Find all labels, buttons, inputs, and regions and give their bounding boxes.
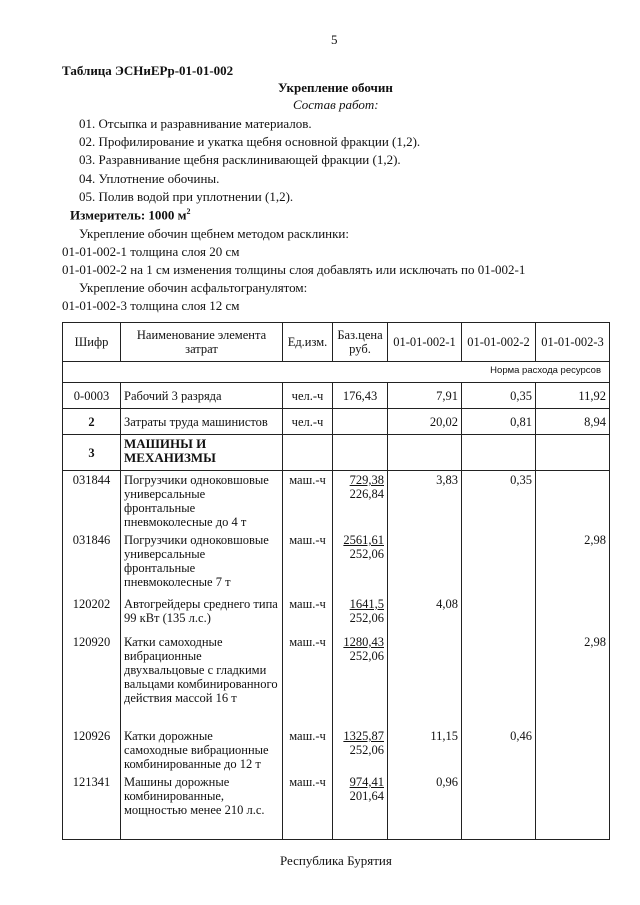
cell-price [333,471,388,532]
work-item: 01. Отсыпка и разравнивание материалов. [79,116,312,131]
cell-value: 0,35 [462,383,536,409]
cell-price [333,409,388,435]
table-header-row [63,323,610,362]
header-col-2: 01-01-002-2 [462,323,536,362]
table-title: Таблица ЭСНиЕРр-01-01-002 [62,63,234,78]
cell-unit: чел.-ч [283,409,333,435]
cell-code: 031846 [63,531,121,595]
cell-name: Катки дорожные самоходные вибрационные комбинированные до 12 т [121,727,283,773]
table-row [63,471,610,532]
cell-value: 0,46 [462,727,536,773]
empty-cell [333,435,388,471]
header-code: Шифр [63,323,121,362]
price-base: 252,06 [349,611,384,625]
price-base: 252,06 [349,547,384,561]
description-line: Укрепление обочин щебнем методом расклинки: [79,226,349,241]
cell-code: 031844 [63,471,121,532]
price-current: 1280,43 [343,635,384,649]
cell-value [536,773,610,839]
cell-code: 120920 [63,633,121,727]
footer-region: Республика Бурятия [280,853,392,868]
cell-value: 3,83 [388,471,462,532]
cell-price [333,633,388,727]
cell-price [333,595,388,633]
cell-name: Катки самоходные вибрационные двухвальцовые с гладкими вальцами комбинированного действия массой 16 т [121,633,283,727]
cell-value [462,595,536,633]
cell-value: 8,94 [536,409,610,435]
work-item: 05. Полив водой при уплотнении (1,2). [79,189,294,204]
cell-code: 120926 [63,727,121,773]
cell-unit: маш.-ч [283,727,333,773]
price-current: 974,41 [349,775,384,789]
work-item: 03. Разравнивание щебня расклинивающей фракции (1,2). [79,152,401,167]
section-heading: Укрепление обочин [278,80,393,95]
measure-label: Измеритель: 1000 м [70,207,187,223]
cell-value [462,773,536,839]
cell-value: 20,02 [388,409,462,435]
cell-value [536,595,610,633]
cell-name: Погрузчики одноковшовые универсальные фронтальные пневмоколесные 7 т [121,531,283,595]
price-current: 2561,61 [343,533,384,547]
measure-unit [70,207,191,223]
cell-code: 0-0003 [63,383,121,409]
cell-value: 2,98 [536,531,610,595]
cell-unit: маш.-ч [283,531,333,595]
cell-name: Рабочий 3 разряда [121,383,283,409]
description-line: 01-01-002-2 на 1 см изменения толщины слоя добавлять или исключать по 01-002-1 [62,262,526,277]
price-base: 226,84 [349,487,384,501]
cell-code: 2 [63,409,121,435]
empty-cell [462,435,536,471]
cell-value [536,727,610,773]
cell-name: Машины дорожные комбинированные, мощностью менее 210 л.с. [121,773,283,839]
empty-cell [536,435,610,471]
cell-unit: маш.-ч [283,471,333,532]
price-base: 252,06 [349,743,384,757]
price-current: 1325,87 [343,729,384,743]
header-unit: Ед.изм. [283,323,333,362]
cell-value: 2,98 [536,633,610,727]
description-line: 01-01-002-3 толщина слоя 12 см [62,298,240,313]
empty-cell [388,435,462,471]
cell-value: 4,08 [388,595,462,633]
cell-code: 120202 [63,595,121,633]
cell-value: 11,15 [388,727,462,773]
cell-unit: чел.-ч [283,383,333,409]
table-row [63,595,610,633]
cell-value: 0,81 [462,409,536,435]
cell-price [333,531,388,595]
cell-unit: маш.-ч [283,633,333,727]
cell-value: 11,92 [536,383,610,409]
cell-price: 176,43 [333,383,388,409]
table-row [63,633,610,727]
table-row [63,531,610,595]
header-name: Наименование элемента затрат [121,323,283,362]
header-col-1: 01-01-002-1 [388,323,462,362]
cell-value [388,531,462,595]
price-base: 252,06 [349,649,384,663]
section-row [63,435,610,471]
cell-unit: маш.-ч [283,773,333,839]
norm-caption: Норма расхода ресурсов [63,362,610,383]
cell-value [388,633,462,727]
cell-value: 0,96 [388,773,462,839]
table-row [63,383,610,409]
section-title: МАШИНЫ И МЕХАНИЗМЫ [121,435,283,471]
work-item: 02. Профилирование и укатка щебня основной фракции (1,2). [79,134,421,149]
cell-value [462,531,536,595]
work-item: 04. Уплотнение обочины. [79,171,220,186]
price-base: 201,64 [349,789,384,803]
table-row [63,727,610,773]
description-line: Укрепление обочин асфальтогранулятом: [79,280,308,295]
cell-value [462,633,536,727]
cell-value: 7,91 [388,383,462,409]
norm-caption-row [63,362,610,383]
cell-name: Автогрейдеры среднего типа 99 кВт (135 л.с.) [121,595,283,633]
cell-value: 0,35 [462,471,536,532]
description-line: 01-01-002-1 толщина слоя 20 см [62,244,240,259]
cell-price [333,727,388,773]
cell-code: 3 [63,435,121,471]
work-composition-heading: Состав работ: [293,97,379,112]
page-number: 5 [331,32,338,47]
header-price: Баз.цена руб. [333,323,388,362]
cell-code: 121341 [63,773,121,839]
table-row [63,409,610,435]
cell-unit: маш.-ч [283,595,333,633]
cell-name: Затраты труда машинистов [121,409,283,435]
resource-norms-table [62,322,610,840]
table-row [63,773,610,839]
price-current: 729,38 [349,473,384,487]
header-col-3: 01-01-002-3 [536,323,610,362]
measure-superscript: 2 [186,207,191,216]
cell-name: Погрузчики одноковшовые универсальные фронтальные пневмоколесные до 4 т [121,471,283,532]
price-current: 1641,5 [349,597,384,611]
cell-price [333,773,388,839]
cell-value [536,471,610,532]
empty-cell [283,435,333,471]
